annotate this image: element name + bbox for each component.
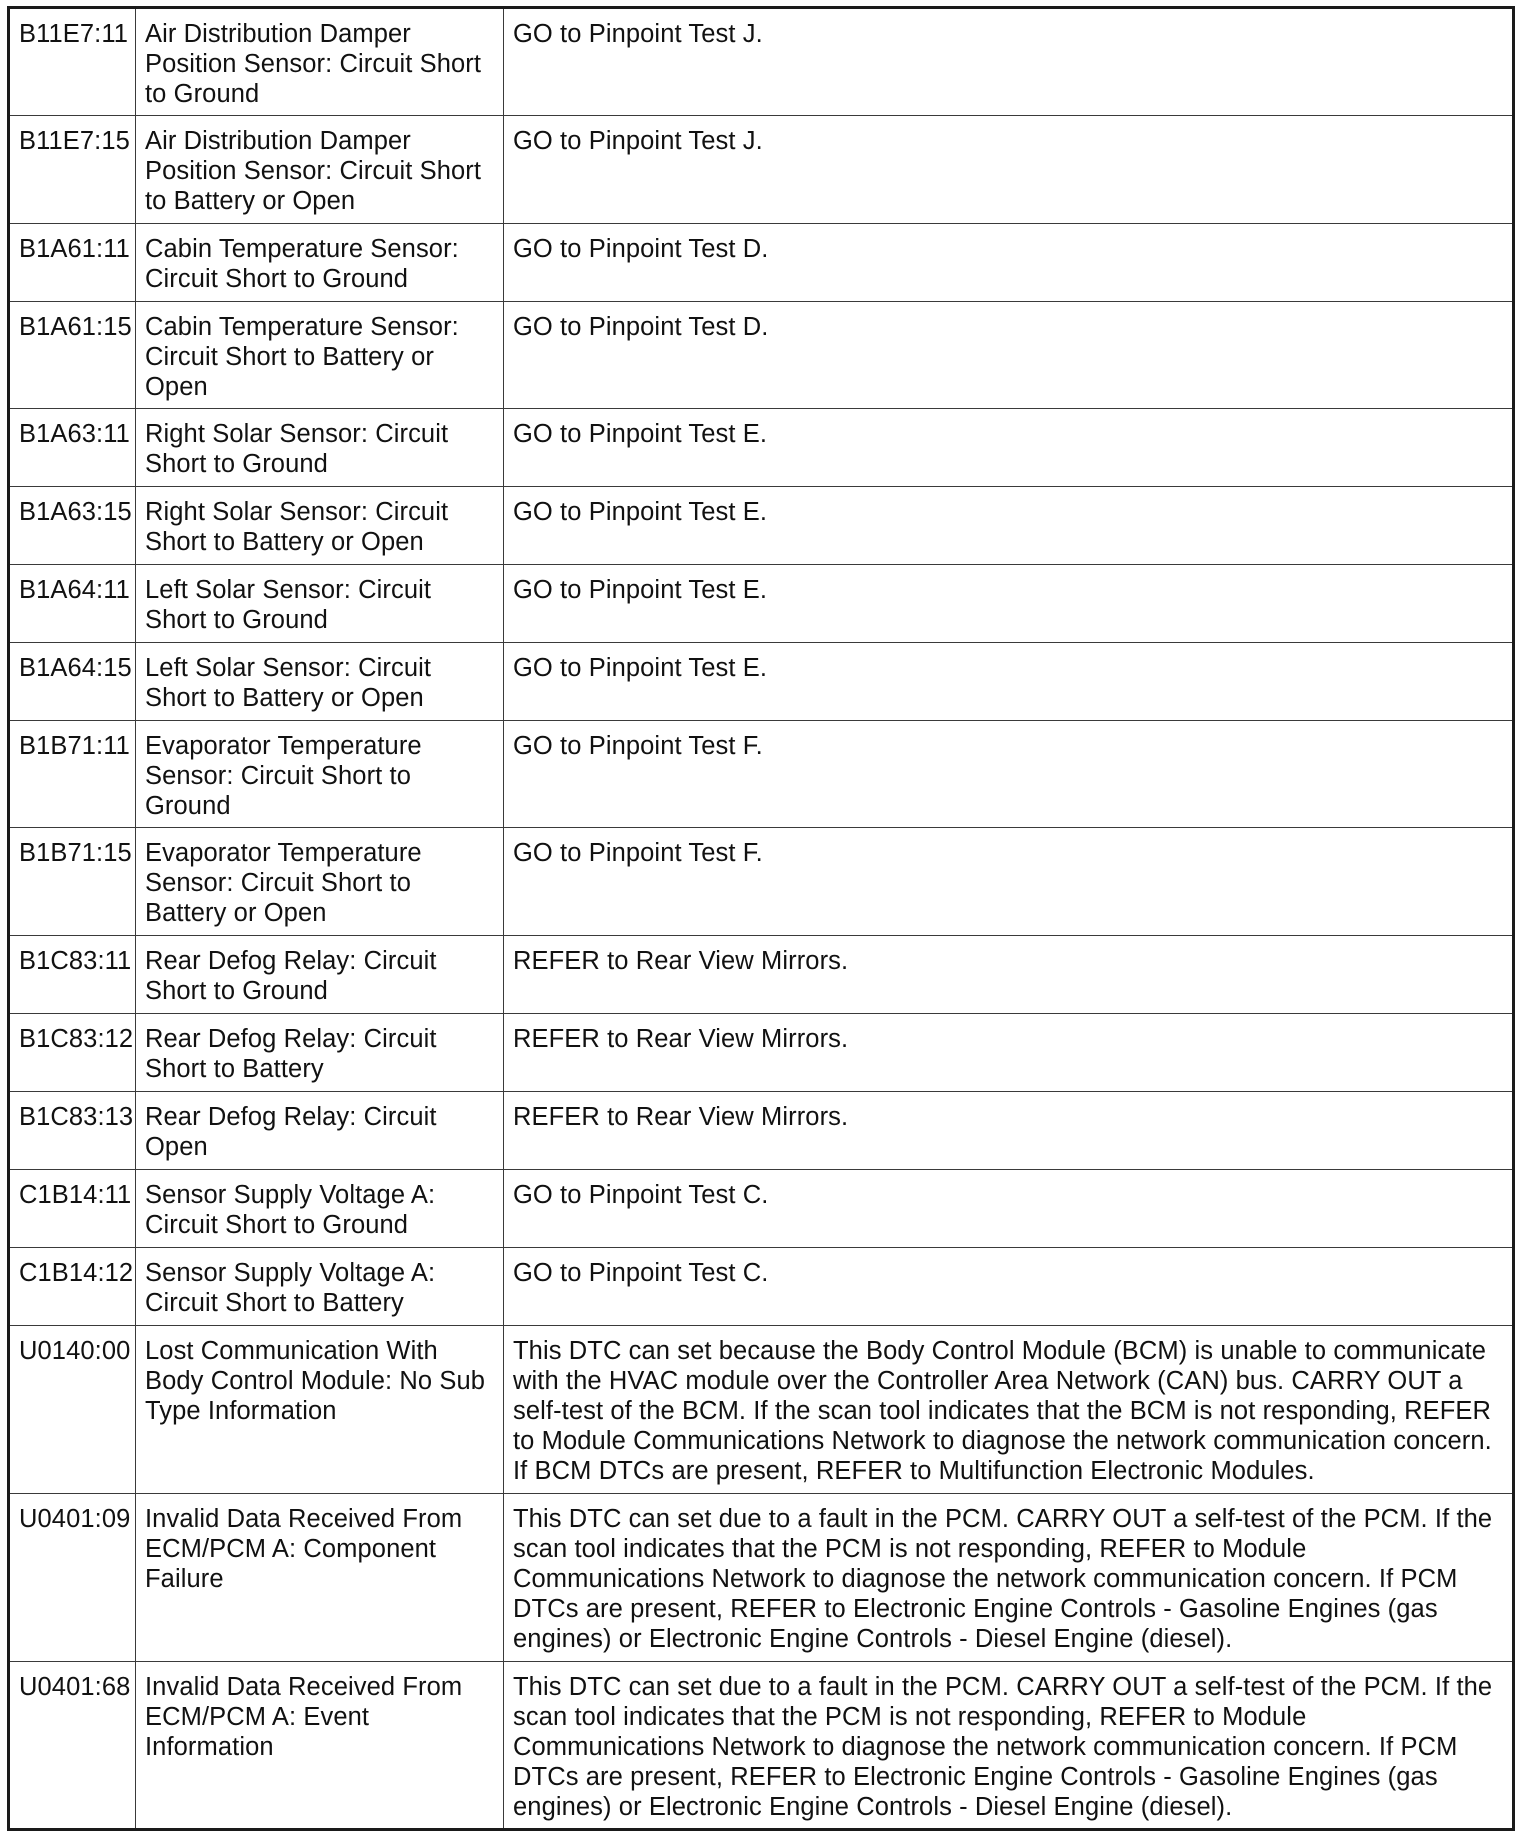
table-row xyxy=(9,116,1514,224)
dtc-code-cell: B1A64:15 xyxy=(9,643,136,721)
dtc-action-cell: GO to Pinpoint Test C. xyxy=(504,1248,1514,1326)
dtc-description-cell: Invalid Data Received From ECM/PCM A: Component Failure xyxy=(136,1494,504,1662)
dtc-code-cell: B1C83:12 xyxy=(9,1014,136,1092)
dtc-code-cell: B1C83:13 xyxy=(9,1092,136,1170)
dtc-description-cell: Rear Defog Relay: Circuit Short to Ground xyxy=(136,936,504,1014)
dtc-description-cell: Air Distribution Damper Position Sensor: Circuit Short to Battery or Open xyxy=(136,116,504,224)
dtc-description-cell: Rear Defog Relay: Circuit Open xyxy=(136,1092,504,1170)
dtc-code-cell: B1A61:15 xyxy=(9,302,136,409)
dtc-code-cell: B1C83:11 xyxy=(9,936,136,1014)
dtc-description-cell: Evaporator Temperature Sensor: Circuit Short to Battery or Open xyxy=(136,828,504,936)
dtc-code-cell: B1B71:11 xyxy=(9,721,136,828)
dtc-action-cell: REFER to Rear View Mirrors. xyxy=(504,1092,1514,1170)
dtc-description-cell: Right Solar Sensor: Circuit Short to Battery or Open xyxy=(136,487,504,565)
dtc-code-cell: C1B14:11 xyxy=(9,1170,136,1248)
dtc-action-cell: GO to Pinpoint Test J. xyxy=(504,116,1514,224)
dtc-code-cell: B1A64:11 xyxy=(9,565,136,643)
dtc-description-cell: Rear Defog Relay: Circuit Short to Battery xyxy=(136,1014,504,1092)
table-row xyxy=(9,1326,1514,1494)
dtc-description-cell: Lost Communication With Body Control Module: No Sub Type Information xyxy=(136,1326,504,1494)
dtc-code-cell: B1A63:15 xyxy=(9,487,136,565)
table-row xyxy=(9,487,1514,565)
table-row xyxy=(9,8,1514,116)
dtc-code-cell: U0401:68 xyxy=(9,1662,136,1830)
dtc-description-cell: Cabin Temperature Sensor: Circuit Short to Battery or Open xyxy=(136,302,504,409)
dtc-action-cell: GO to Pinpoint Test E. xyxy=(504,565,1514,643)
dtc-action-cell: GO to Pinpoint Test F. xyxy=(504,828,1514,936)
dtc-action-cell: GO to Pinpoint Test E. xyxy=(504,487,1514,565)
dtc-code-cell: U0140:00 xyxy=(9,1326,136,1494)
table-row xyxy=(9,1170,1514,1248)
table-row xyxy=(9,1014,1514,1092)
dtc-code-cell: U0401:09 xyxy=(9,1494,136,1662)
table-row xyxy=(9,936,1514,1014)
dtc-action-cell: GO to Pinpoint Test E. xyxy=(504,643,1514,721)
table-row xyxy=(9,1662,1514,1830)
table-row xyxy=(9,565,1514,643)
dtc-action-cell: GO to Pinpoint Test F. xyxy=(504,721,1514,828)
table-row xyxy=(9,828,1514,936)
dtc-code-cell: B11E7:11 xyxy=(9,8,136,116)
table-row xyxy=(9,224,1514,302)
dtc-description-cell: Sensor Supply Voltage A: Circuit Short to Ground xyxy=(136,1170,504,1248)
dtc-description-cell: Left Solar Sensor: Circuit Short to Ground xyxy=(136,565,504,643)
table-row xyxy=(9,1494,1514,1662)
dtc-action-cell: This DTC can set due to a fault in the PCM. CARRY OUT a self-test of the PCM. If the scan tool indicates that the PCM is not responding, REFER to Module Communications Network to diagnose the network communication concern. If PCM DTCs are present, REFER to Electronic Engine Controls - Gasoline Engines (gas engines) or Electronic Engine Controls - Diesel Engine (diesel). xyxy=(504,1662,1514,1830)
dtc-code-cell: C1B14:12 xyxy=(9,1248,136,1326)
dtc-action-cell: GO to Pinpoint Test C. xyxy=(504,1170,1514,1248)
dtc-action-cell: REFER to Rear View Mirrors. xyxy=(504,1014,1514,1092)
dtc-action-cell: GO to Pinpoint Test J. xyxy=(504,8,1514,116)
dtc-description-cell: Evaporator Temperature Sensor: Circuit Short to Ground xyxy=(136,721,504,828)
table-row xyxy=(9,409,1514,487)
dtc-code-cell: B1A61:11 xyxy=(9,224,136,302)
dtc-action-cell: GO to Pinpoint Test D. xyxy=(504,302,1514,409)
dtc-description-cell: Cabin Temperature Sensor: Circuit Short to Ground xyxy=(136,224,504,302)
table-row xyxy=(9,1092,1514,1170)
dtc-table xyxy=(7,6,1515,1831)
table-row xyxy=(9,302,1514,409)
dtc-action-cell: REFER to Rear View Mirrors. xyxy=(504,936,1514,1014)
dtc-description-cell: Left Solar Sensor: Circuit Short to Battery or Open xyxy=(136,643,504,721)
table-row xyxy=(9,643,1514,721)
dtc-action-cell: GO to Pinpoint Test D. xyxy=(504,224,1514,302)
dtc-description-cell: Invalid Data Received From ECM/PCM A: Event Information xyxy=(136,1662,504,1830)
dtc-code-cell: B11E7:15 xyxy=(9,116,136,224)
table-row xyxy=(9,721,1514,828)
table-row xyxy=(9,1248,1514,1326)
dtc-description-cell: Right Solar Sensor: Circuit Short to Ground xyxy=(136,409,504,487)
dtc-action-cell: This DTC can set due to a fault in the PCM. CARRY OUT a self-test of the PCM. If the scan tool indicates that the PCM is not responding, REFER to Module Communications Network to diagnose the network communication concern. If PCM DTCs are present, REFER to Electronic Engine Controls - Gasoline Engines (gas engines) or Electronic Engine Controls - Diesel Engine (diesel). xyxy=(504,1494,1514,1662)
dtc-description-cell: Sensor Supply Voltage A: Circuit Short to Battery xyxy=(136,1248,504,1326)
dtc-code-cell: B1B71:15 xyxy=(9,828,136,936)
dtc-action-cell: GO to Pinpoint Test E. xyxy=(504,409,1514,487)
dtc-code-cell: B1A63:11 xyxy=(9,409,136,487)
dtc-description-cell: Air Distribution Damper Position Sensor: Circuit Short to Ground xyxy=(136,8,504,116)
dtc-action-cell: This DTC can set because the Body Control Module (BCM) is unable to communicate with the HVAC module over the Controller Area Network (CAN) bus. CARRY OUT a self-test of the BCM. If the scan tool indicates that the BCM is not responding, REFER to Module Communications Network to diagnose the network communication concern. If BCM DTCs are present, REFER to Multifunction Electronic Modules. xyxy=(504,1326,1514,1494)
